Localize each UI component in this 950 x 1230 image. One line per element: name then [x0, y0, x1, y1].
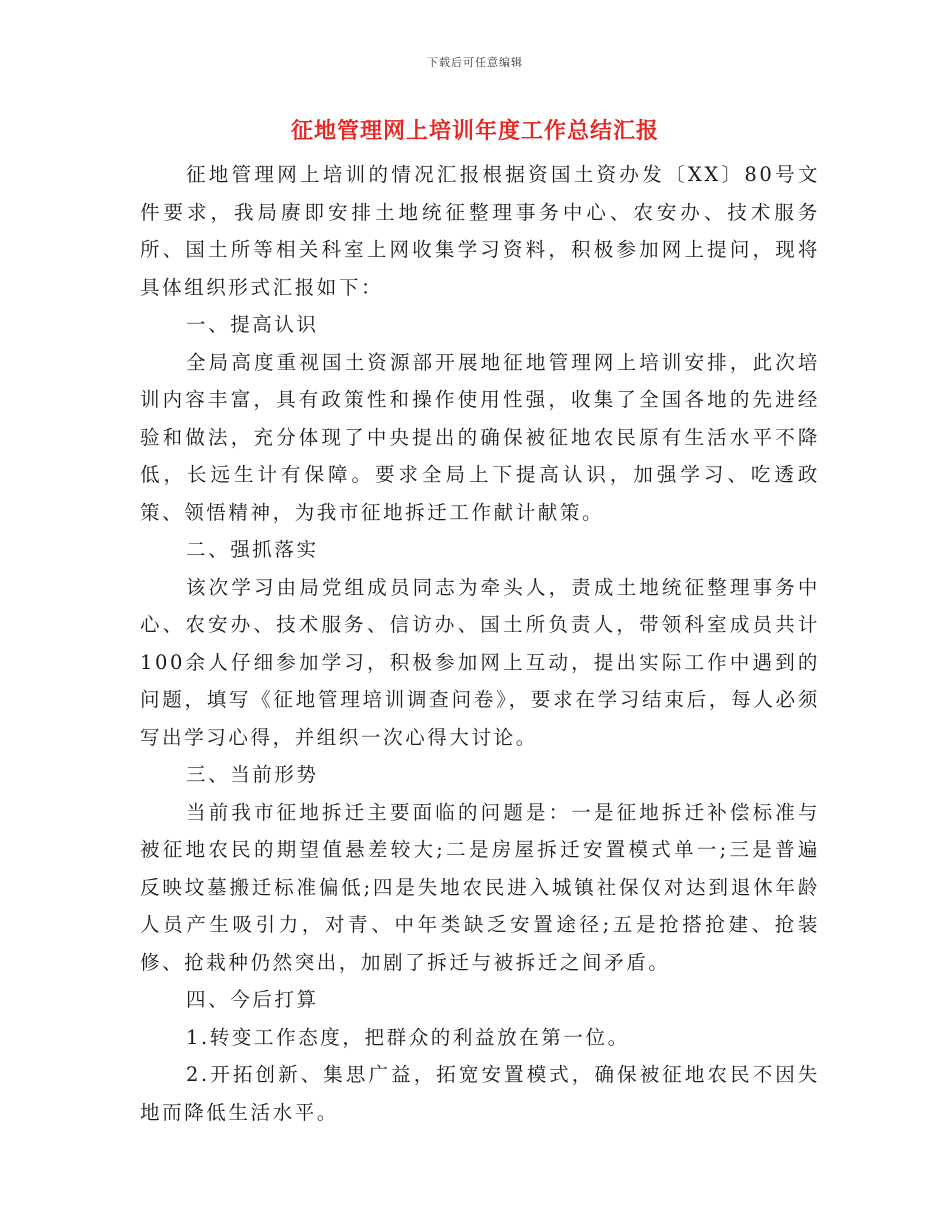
document-title: 征地管理网上培训年度工作总结汇报: [290, 118, 659, 144]
section-heading-2: 二、强抓落实: [186, 538, 319, 561]
list-item-2: 2.开拓创新、集思广益，拓宽安置模式，确保被征地农民不因失地而降低生活水平。: [140, 1063, 820, 1124]
section-heading-4: 四、今后打算: [186, 988, 319, 1011]
paragraph-section-3: 当前我市征地拆迁主要面临的问题是：一是征地拆迁补偿标准与被征地农民的期望值悬差较大;二是房屋拆迁安置模式单一;三是普遍反映坟墓搬迁标准偏低;四是失地农民进入城镇社保仅对达到退休年龄人员产生吸引力，对青、中年类缺乏安置途径;五是抢搭抢建、抢装修、抢栽种仍然突出，加剧了拆迁与被拆迁之间矛盾。: [140, 800, 820, 974]
document-body: [140, 156, 820, 1131]
section-heading-1: 一、提高认识: [186, 313, 319, 336]
section-heading-3: 三、当前形势: [186, 763, 319, 786]
paragraph-intro: 征地管理网上培训的情况汇报根据资国土资办发〔XX〕80号文件要求，我局赓即安排土地统征整理事务中心、农安办、技术服务所、国土所等相关科室上网收集学习资料，积极参加网上提问，现将具体组织形式汇报如下：: [140, 163, 820, 299]
paragraph-section-2: 该次学习由局党组成员同志为牵头人，责成土地统征整理事务中心、农安办、技术服务、信访办、国土所负责人，带领科室成员共计100余人仔细参加学习，积极参加网上互动，提出实际工作中遇到的问题，填写《征地管理培训调查问卷》，要求在学习结束后，每人必须写出学习心得，并组织一次心得大讨论。: [140, 575, 820, 749]
paragraph-section-1: 全局高度重视国土资源部开展地征地管理网上培训安排，此次培训内容丰富，具有政策性和操作使用性强，收集了全国各地的先进经验和做法，充分体现了中央提出的确保被征地农民原有生活水平不降低，长远生计有保障。要求全局上下提高认识，加强学习、吃透政策、领悟精神，为我市征地拆迁工作献计献策。: [140, 350, 820, 524]
page-header-note: 下载后可任意编辑: [427, 56, 523, 69]
list-item-1: 1.转变工作态度，把群众的利益放在第一位。: [186, 1025, 630, 1049]
